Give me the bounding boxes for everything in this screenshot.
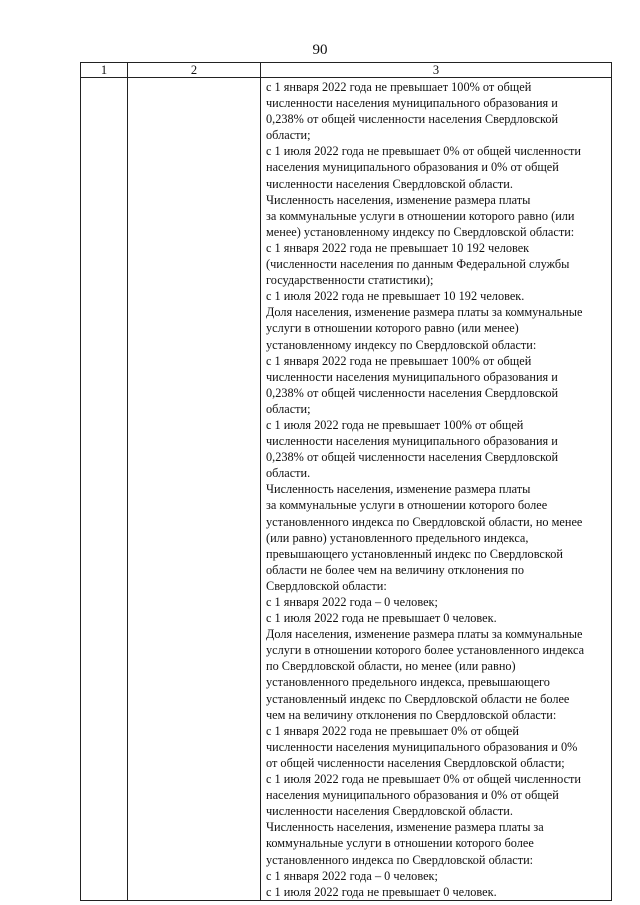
text-line: Свердловской области: xyxy=(266,578,387,593)
text-line: с 1 июля 2022 года не превышает 0 человек. xyxy=(266,884,497,899)
text-line: Численность населения, изменение размера платы за xyxy=(266,820,544,835)
text-line: области. xyxy=(266,466,311,481)
text-line: области; xyxy=(266,401,311,416)
text-line: численности населения Свердловской области. xyxy=(266,804,513,819)
text-line: с 1 января 2022 года не превышает 100% от общей xyxy=(266,80,532,94)
text-line: от общей численности населения Свердловской области; xyxy=(266,755,565,770)
text-line: с 1 января 2022 года не превышает 100% от общей xyxy=(266,353,532,368)
text-line: численности населения муниципального образования и xyxy=(266,96,558,111)
text-line: с 1 июля 2022 года не превышает 10 192 человек. xyxy=(266,289,525,304)
header-col-2: 2 xyxy=(128,63,261,78)
text-line: области не более чем на величину отклонения по xyxy=(266,562,525,577)
text-line: Численность населения, изменение размера платы xyxy=(266,482,531,497)
text-line: (численности населения по данным Федеральной службы xyxy=(266,257,570,272)
text-line: численности населения муниципального образования и xyxy=(266,369,558,384)
text-line: с 1 января 2022 года не превышает 10 192 человек xyxy=(266,240,530,255)
text-line: по Свердловской области, но менее (или равно) xyxy=(266,659,516,674)
text-line: с 1 июля 2022 года не превышает 0 человек. xyxy=(266,611,497,626)
text-line: численности населения муниципального образования и 0% xyxy=(266,739,578,754)
text-line: с 1 января 2022 года – 0 человек; xyxy=(266,868,438,883)
text-line: чем на величину отклонения по Свердловской области: xyxy=(266,707,557,722)
document-table xyxy=(80,62,612,901)
text-line: государственности статистики); xyxy=(266,273,434,288)
text-line: за коммунальные услуги в отношении которого равно (или xyxy=(266,208,575,223)
text-line: численности населения муниципального образования и xyxy=(266,434,558,449)
table-row xyxy=(81,78,612,901)
text-line: населения муниципального образования и 0% от общей xyxy=(266,788,559,803)
text-line: с 1 июля 2022 года не превышает 100% от общей xyxy=(266,417,524,432)
text-line: за коммунальные услуги в отношении которого более xyxy=(266,498,548,513)
text-line: численности населения Свердловской области. xyxy=(266,176,513,191)
header-col-1: 1 xyxy=(81,63,128,78)
text-line: населения муниципального образования и 0% от общей xyxy=(266,160,559,175)
text-line: Доля населения, изменение размера платы за коммунальные xyxy=(266,627,583,642)
cell-col-2 xyxy=(128,78,261,901)
text-line: с 1 января 2022 года не превышает 0% от общей xyxy=(266,723,519,738)
cell-col-1 xyxy=(81,78,128,901)
text-line: (или равно) установленного предельного индекса, xyxy=(266,530,529,545)
table-header-row xyxy=(81,63,612,78)
header-col-3: 3 xyxy=(261,63,612,78)
text-line: 0,238% от общей численности населения Свердловской xyxy=(266,112,559,127)
cell-col-3 xyxy=(261,78,612,901)
text-line: Численность населения, изменение размера платы xyxy=(266,192,531,207)
text-line: установленного индекса по Свердловской области: xyxy=(266,852,534,867)
text-line: с 1 января 2022 года – 0 человек; xyxy=(266,595,438,609)
text-line: области; xyxy=(266,128,311,143)
text-line: 0,238% от общей численности населения Свердловской xyxy=(266,385,559,400)
text-line: с 1 июля 2022 года не превышает 0% от общей численности xyxy=(266,772,582,787)
text-line: установленному индексу по Свердловской области: xyxy=(266,337,537,352)
text-line: установленный индекс по Свердловской области не более xyxy=(266,691,570,706)
text-line: коммунальные услуги в отношении которого более xyxy=(266,836,534,851)
text-line: Доля населения, изменение размера платы за коммунальные xyxy=(266,305,583,320)
text-line: с 1 июля 2022 года не превышает 0% от общей численности xyxy=(266,144,582,159)
text-line: 0,238% от общей численности населения Свердловской xyxy=(266,450,559,465)
text-line: услуги в отношении которого равно (или менее) xyxy=(266,321,519,336)
text-line: установленного предельного индекса, превышающего xyxy=(266,675,550,690)
text-line: услуги в отношении которого более установленного индекса xyxy=(266,643,585,658)
text-line: менее) установленному индексу по Свердловской области: xyxy=(266,224,575,239)
text-line: превышающего установленный индекс по Свердловской xyxy=(266,546,563,561)
text-line: установленного индекса по Свердловской области, но менее xyxy=(266,514,583,529)
page-number: 90 xyxy=(312,42,328,58)
